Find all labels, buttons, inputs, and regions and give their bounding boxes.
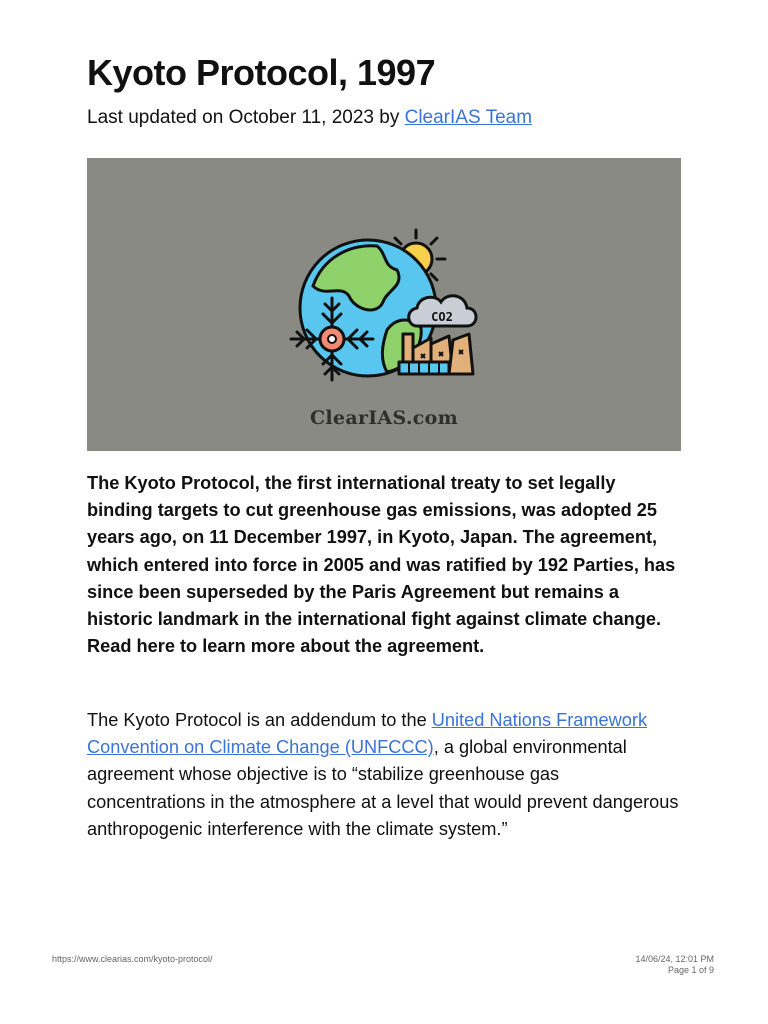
body-text-prefix: The Kyoto Protocol is an addendum to the [87, 710, 432, 730]
body-text-suffix: , a global environmental agreement whose objective is to “stabilize greenhouse gas concentrations in the atmosphere at a level that would prevent dangerous anthropogenic interference with the climate system.” [87, 737, 679, 839]
footer-url: https://www.clearias.com/kyoto-protocol/ [52, 954, 213, 964]
co2-label: CO2 [431, 310, 453, 324]
image-caption: ClearIAS.com [310, 407, 458, 429]
unfccc-link[interactable]: United Nations Framework Convention on Climate Change (UNFCCC) [87, 710, 648, 758]
body-paragraph [87, 707, 682, 843]
meta-updated-text: Last updated on October 11, 2023 by [87, 107, 405, 128]
article-meta [87, 107, 532, 129]
featured-image [87, 158, 681, 451]
footer-page-number: Page 1 of 9 [667, 965, 714, 975]
author-link[interactable]: ClearIAS Team [404, 107, 533, 128]
lead-paragraph: The Kyoto Protocol, the first international treaty to set legally binding targets to cut greenhouse gas emissions, was adopted 25 years ago, on 11 December 1997, in Kyoto, Japan. The agreement, which entered into force in 2005 and was ratified by 192 Parties, has since been superseded by the Paris Agreement but remains a historic landmark in the international fight against climate change. Read here to learn more about the agreement. [87, 473, 676, 657]
page-title: Kyoto Protocol, 1997 [87, 52, 436, 93]
footer-info [635, 954, 714, 976]
footer-datetime: 14/06/24, 12:01 PM [635, 954, 714, 964]
